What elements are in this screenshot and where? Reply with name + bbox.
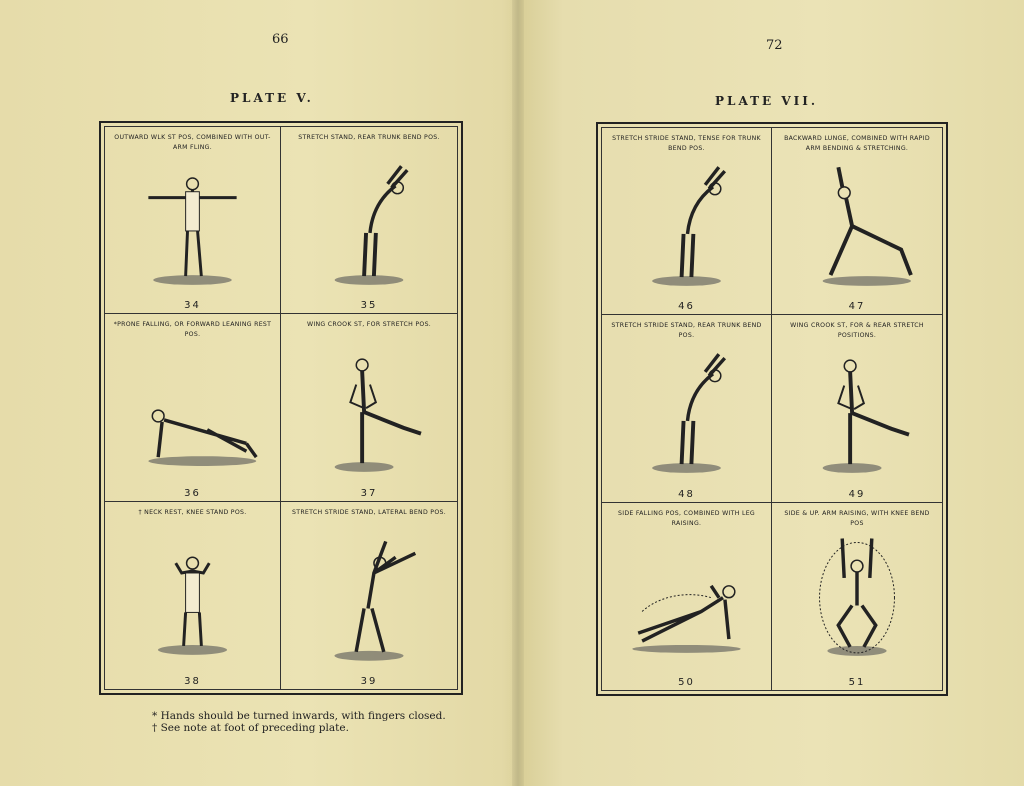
footnotes (152, 710, 446, 734)
figure-number: 50 (678, 676, 695, 688)
figure-number: 34 (184, 300, 201, 312)
figure-number: 37 (360, 487, 378, 499)
left-figure-39 (281, 502, 457, 689)
figure-caption: STRETCH STRIDE STAND, TENSE FOR TRUNK BEND POS. (612, 135, 761, 152)
gymnast-illustration (281, 502, 457, 689)
right-figure-50 (602, 503, 772, 690)
figure-number: 48 (678, 488, 695, 500)
figure-number: 46 (678, 301, 695, 313)
left-page-number: 66 (272, 32, 289, 47)
gymnast-illustration (602, 128, 771, 314)
right-figure-51 (772, 503, 942, 690)
right-figure-47 (772, 128, 942, 315)
left-figure-34 (105, 127, 281, 314)
figure-caption: WING CROOK ST, FOR & REAR STRETCH POSITIONS. (790, 322, 924, 340)
left-plate-title: PLATE V. (230, 91, 314, 105)
figure-number: 35 (360, 300, 378, 312)
right-figure-49 (772, 315, 942, 502)
figure-caption: *PRONE FALLING, OR FORWARD LEANING REST POS. (113, 321, 272, 339)
figure-number: 47 (848, 301, 866, 313)
footnote-1: * Hands should be turned inwards, with fingers closed. (152, 710, 446, 722)
figure-caption: STRETCH STAND, REAR TRUNK BEND POS. (298, 134, 440, 141)
left-figure-36 (105, 314, 281, 501)
gymnast-illustration (105, 127, 280, 313)
figure-caption: STRETCH STRIDE STAND, LATERAL BEND POS. (292, 508, 446, 516)
right-figure-46 (602, 128, 772, 315)
gymnast-illustration (772, 128, 942, 314)
right-figure-48 (602, 315, 772, 502)
gymnast-illustration (772, 503, 942, 690)
figure-caption: BACKWARD LUNGE, COMBINED WITH RAPID ARM BENDING & STRETCHING. (784, 135, 930, 152)
figure-number: 38 (184, 675, 201, 687)
book-gutter (512, 0, 524, 786)
right-plate-title: PLATE VII. (715, 94, 819, 108)
gymnast-illustration (105, 502, 280, 689)
figure-caption: OUTWARD WLK ST POS, COMBINED WITH OUT-ARM FLING. (114, 134, 271, 151)
figure-number: 51 (848, 676, 866, 688)
left-figure-38 (105, 502, 281, 689)
right-plate-frame (596, 122, 948, 696)
figure-caption: † NECK REST, KNEE STAND POS. (138, 508, 247, 516)
left-figure-37 (281, 314, 457, 501)
left-figure-35 (281, 127, 457, 314)
figure-caption: SIDE FALLING POS, COMBINED WITH LEG RAISING. (617, 509, 756, 527)
gymnast-illustration (602, 315, 771, 501)
gymnast-illustration (772, 315, 942, 501)
figure-caption: WING CROOK ST, FOR STRETCH POS. (306, 321, 432, 329)
gymnast-illustration (602, 503, 771, 690)
footnote-2: † See note at foot of preceding plate. (152, 722, 349, 734)
gymnast-illustration (281, 127, 457, 313)
figure-caption: SIDE & UP. ARM RAISING, WITH KNEE BEND POS (784, 509, 930, 527)
figure-number: 49 (848, 488, 866, 500)
figure-number: 39 (360, 675, 378, 687)
figure-caption: STRETCH STRIDE STAND, REAR TRUNK BEND POS. (611, 322, 762, 340)
left-plate-frame (99, 121, 463, 695)
figure-number: 36 (184, 487, 201, 499)
gymnast-illustration (281, 314, 457, 500)
gymnast-illustration (105, 314, 280, 500)
right-page-number: 72 (766, 38, 783, 53)
